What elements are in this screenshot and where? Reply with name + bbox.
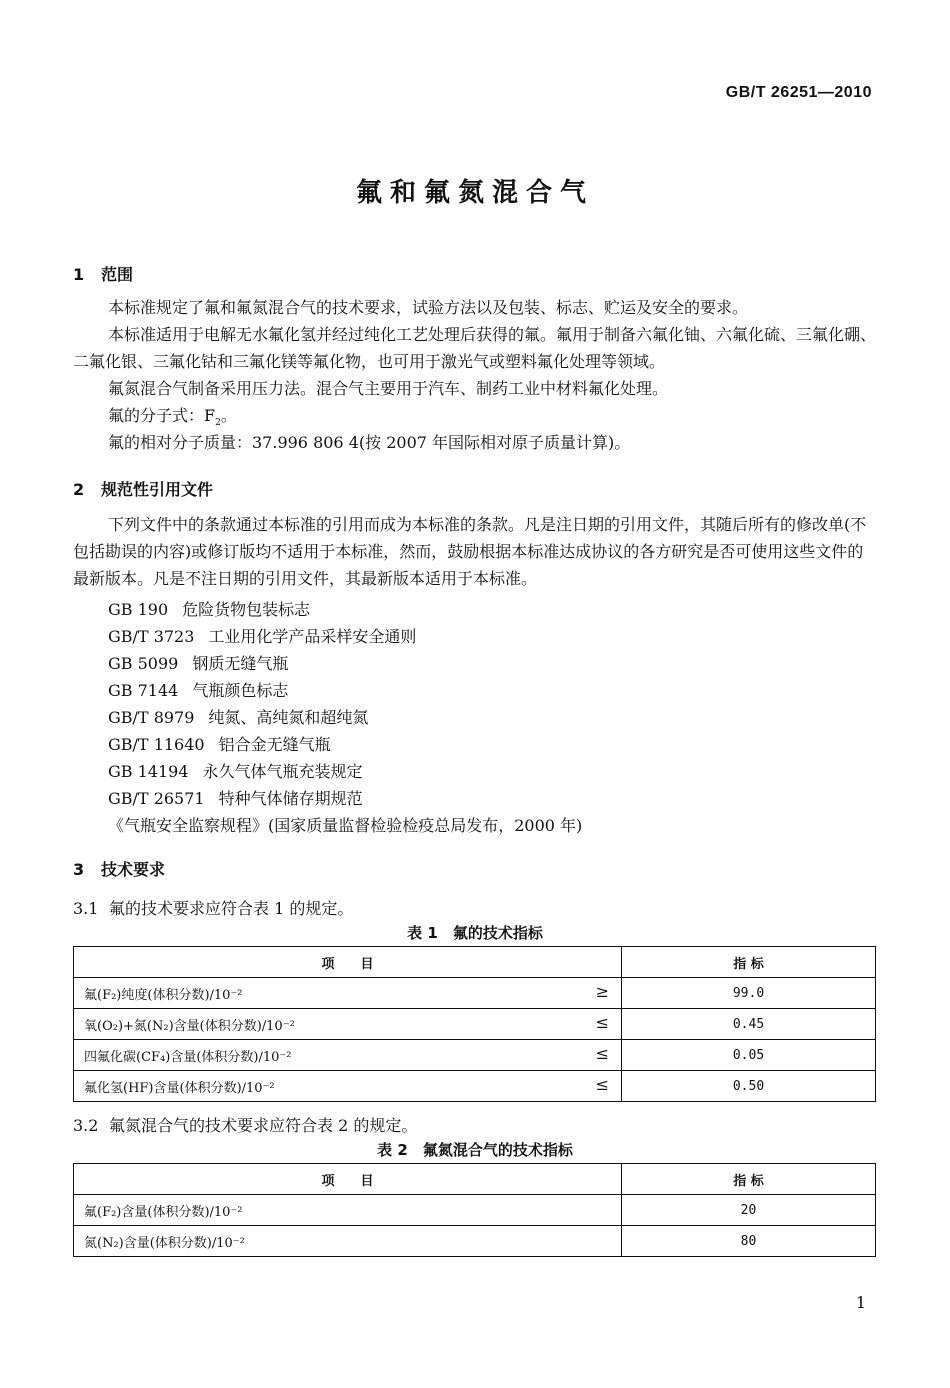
table-row	[74, 978, 876, 1009]
clause-3-2	[73, 1113, 417, 1136]
reference-title: 特种气体储存期规范	[218, 789, 363, 808]
row-item-cell	[74, 978, 622, 1009]
table-row	[74, 1226, 876, 1257]
reference-item	[108, 651, 288, 674]
table-2	[73, 1163, 876, 1257]
header-item: 项 目	[74, 1164, 622, 1195]
row-item-cell	[74, 1071, 622, 1102]
reference-code: GB 5099	[108, 654, 179, 673]
scope-paragraph-3: 氟氮混合气制备采用压力法。混合气主要用于汽车、制药工业中材料氟化处理。	[108, 379, 669, 398]
comparison-symbol: ≤	[595, 1044, 609, 1063]
section-title: 规范性引用文件	[101, 480, 214, 499]
row-item-cell	[74, 1195, 622, 1226]
row-item-label: 氮(N₂)含量(体积分数)/10⁻²	[84, 1235, 245, 1251]
reference-code: GB/T 8979	[108, 708, 195, 727]
reference-title: 工业用化学产品采样安全通则	[208, 627, 417, 646]
row-value-cell: 20	[622, 1195, 876, 1226]
reference-item	[108, 678, 288, 701]
row-item-label: 四氟化碳(CF₄)含量(体积分数)/10⁻²	[84, 1049, 292, 1065]
clause-text: 氟氮混合气的技术要求应符合表 2 的规定。	[109, 1116, 418, 1135]
comparison-symbol: ≤	[595, 1075, 609, 1094]
header-value: 指 标	[622, 947, 876, 978]
comparison-symbol: ≤	[595, 1013, 609, 1032]
section-title: 技术要求	[101, 860, 166, 879]
row-value-cell: 80	[622, 1226, 876, 1257]
reference-item	[108, 786, 363, 809]
reference-code: GB 14194	[108, 762, 189, 781]
row-item-label: 氟(F₂)纯度(体积分数)/10⁻²	[84, 987, 243, 1003]
reference-item	[108, 624, 416, 647]
section-3-heading	[73, 857, 165, 880]
comparison-symbol: ≥	[595, 982, 609, 1001]
document-title: 氟和氟氮混合气	[355, 178, 594, 208]
reference-code: GB 190	[108, 600, 169, 619]
formula-prefix: 氟的分子式：F	[108, 406, 216, 425]
clause-3-1	[73, 896, 353, 919]
reference-code: GB 7144	[108, 681, 179, 700]
row-item-cell	[74, 1009, 622, 1040]
table-header-row	[74, 1164, 876, 1195]
table-header-row	[74, 947, 876, 978]
formula-subscript: 2	[215, 418, 221, 429]
table-1-caption: 表 1 氟的技术指标	[407, 924, 543, 942]
clause-number: 3.2	[73, 1116, 99, 1135]
standard-code: GB/T 26251—2010	[725, 84, 872, 101]
row-item-label: 氟(F₂)含量(体积分数)/10⁻²	[84, 1204, 243, 1220]
reference-item	[108, 759, 363, 782]
section-2-heading	[73, 477, 213, 500]
reference-item	[108, 705, 368, 728]
reference-title: 气瓶颜色标志	[192, 681, 289, 700]
reference-title: 铝合金无缝气瓶	[218, 735, 331, 754]
header-item: 项 目	[74, 947, 622, 978]
table-row	[74, 1071, 876, 1102]
row-value-cell: 0.50	[622, 1071, 876, 1102]
reference-title: 永久气体气瓶充装规定	[202, 762, 363, 781]
formula-suffix: 。	[220, 406, 237, 425]
reference-title: 纯氮、高纯氮和超纯氮	[208, 708, 369, 727]
normative-intro: 下列文件中的条款通过本标准的引用而成为本标准的条款。凡是注日期的引用文件，其随后所有的修改单(不包括勘误的内容)或修订版均不适用于本标准，然而，鼓励根据本标准达成协议的各方研究是否可使用这些文件的最新版本。凡是不注日期的引用文件，其最新版本适用于本标准。	[73, 515, 867, 588]
scope-paragraph-2: 本标准适用于电解无水氟化氢并经过纯化工艺处理后获得的氟。氟用于制备六氟化铀、六氟化硫、三氟化硼、二氟化银、三氟化钴和三氟化镁等氟化物，也可用于激光气或塑料氟化处理等领域。	[73, 325, 877, 371]
reference-title: 钢质无缝气瓶	[192, 654, 289, 673]
table-row	[74, 1009, 876, 1040]
section-number: 1	[73, 265, 85, 284]
regulation-reference: 《气瓶安全监察规程》(国家质量监督检验检疫总局发布，2000 年)	[108, 816, 583, 835]
clause-number: 3.1	[73, 899, 99, 918]
reference-code: GB/T 26571	[108, 789, 205, 808]
table-row	[74, 1040, 876, 1071]
section-number: 3	[73, 860, 85, 879]
scope-paragraph-1: 本标准规定了氟和氟氮混合气的技术要求，试验方法以及包装、标志、贮运及安全的要求。	[108, 298, 749, 317]
row-value-cell: 99.0	[622, 978, 876, 1009]
table-2-caption: 表 2 氟氮混合气的技术指标	[377, 1141, 573, 1159]
reference-item	[108, 732, 331, 755]
reference-item	[108, 597, 310, 620]
scope-paragraph-molar-mass: 氟的相对分子质量：37.996 806 4(按 2007 年国际相对原子质量计算)。	[108, 433, 631, 452]
clause-text: 氟的技术要求应符合表 1 的规定。	[109, 899, 354, 918]
row-item-cell	[74, 1040, 622, 1071]
row-item-label: 氧(O₂)+氮(N₂)含量(体积分数)/10⁻²	[84, 1018, 295, 1034]
reference-title: 危险货物包装标志	[182, 600, 311, 619]
row-item-cell	[74, 1226, 622, 1257]
section-1-heading	[73, 262, 133, 285]
section-title: 范围	[101, 265, 134, 284]
page-number: 1	[855, 1293, 866, 1312]
reference-code: GB/T 3723	[108, 627, 195, 646]
row-value-cell: 0.05	[622, 1040, 876, 1071]
table-row	[74, 1195, 876, 1226]
reference-code: GB/T 11640	[108, 735, 205, 754]
section-number: 2	[73, 480, 85, 499]
header-value: 指 标	[622, 1164, 876, 1195]
row-value-cell: 0.45	[622, 1009, 876, 1040]
table-1	[73, 946, 876, 1102]
row-item-label: 氟化氢(HF)含量(体积分数)/10⁻²	[84, 1080, 275, 1096]
